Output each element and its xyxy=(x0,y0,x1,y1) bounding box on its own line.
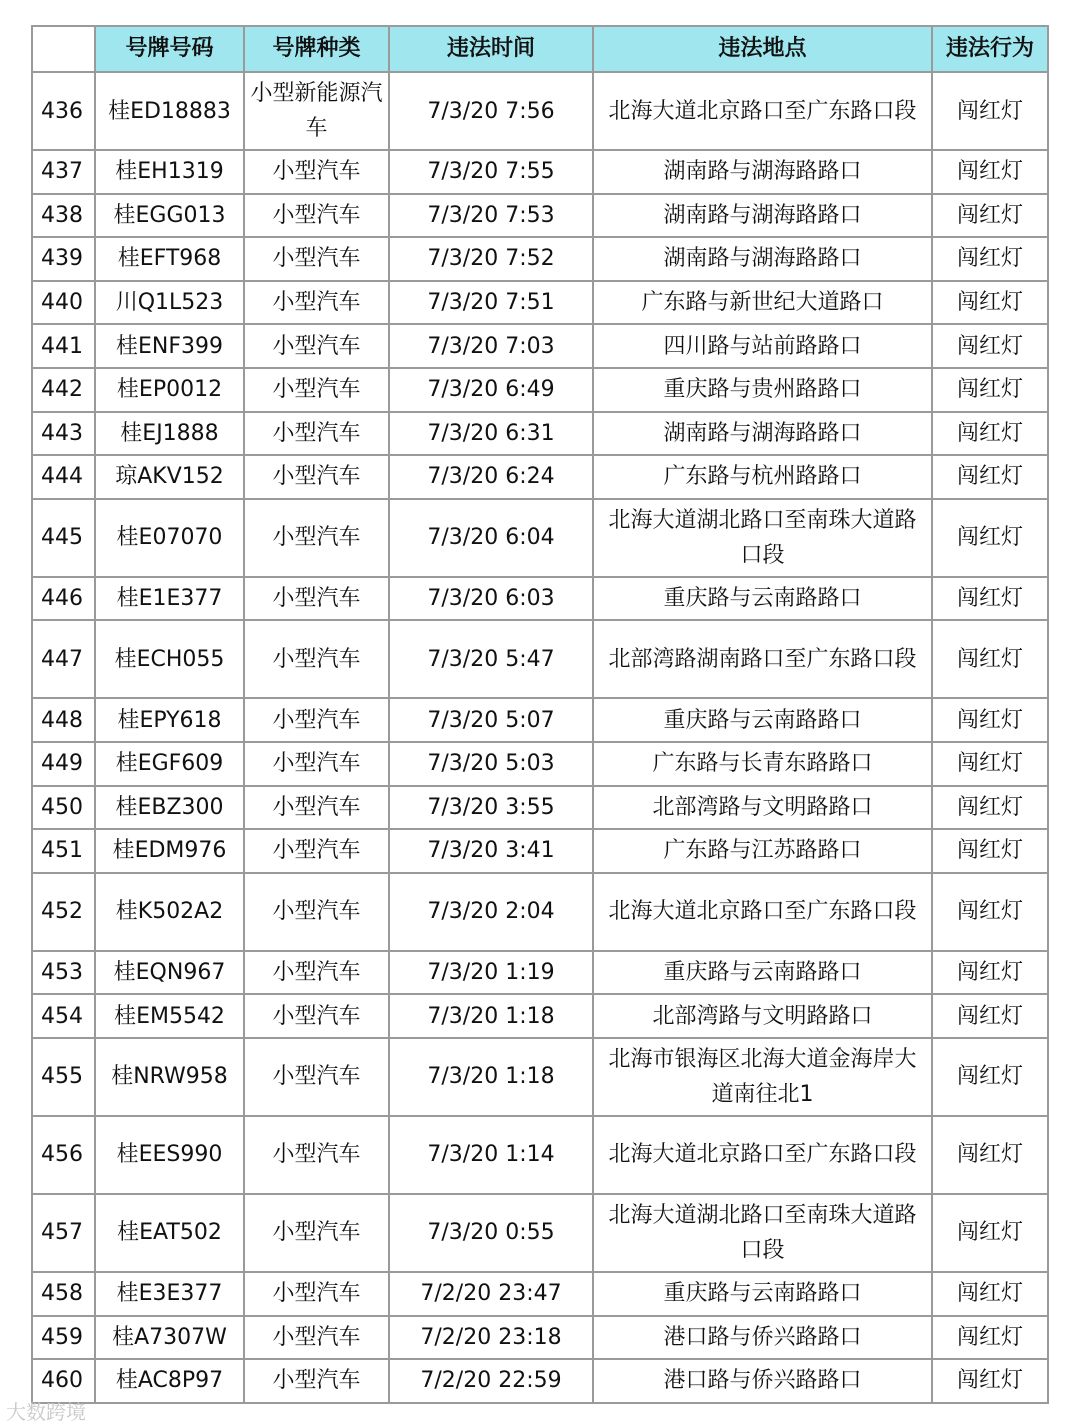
cell-violation-time: 7/2/20 23:47 xyxy=(389,1272,593,1316)
table-row xyxy=(32,1038,1048,1116)
table-row xyxy=(32,324,1048,368)
cell-violation-act: 闯红灯 xyxy=(932,1194,1048,1272)
cell-violation-location: 广东路与江苏路路口 xyxy=(593,829,932,873)
cell-violation-time: 7/3/20 2:04 xyxy=(389,873,593,951)
cell-plate-type: 小型汽车 xyxy=(244,1194,389,1272)
cell-violation-location: 北海大道北京路口至广东路口段 xyxy=(593,1116,932,1194)
cell-plate-number: 桂NRW958 xyxy=(95,1038,244,1116)
cell-index: 441 xyxy=(32,324,95,368)
cell-plate-type: 小型汽车 xyxy=(244,150,389,194)
cell-violation-act: 闯红灯 xyxy=(932,499,1048,577)
cell-violation-location: 重庆路与贵州路路口 xyxy=(593,368,932,412)
cell-violation-time: 7/3/20 5:07 xyxy=(389,698,593,742)
cell-index: 458 xyxy=(32,1272,95,1316)
cell-violation-act: 闯红灯 xyxy=(932,1316,1048,1360)
cell-index: 448 xyxy=(32,698,95,742)
cell-violation-act: 闯红灯 xyxy=(932,742,1048,786)
cell-violation-location: 四川路与站前路路口 xyxy=(593,324,932,368)
cell-index: 449 xyxy=(32,742,95,786)
cell-violation-time: 7/3/20 0:55 xyxy=(389,1194,593,1272)
cell-violation-location: 广东路与杭州路路口 xyxy=(593,455,932,499)
cell-plate-type: 小型汽车 xyxy=(244,1038,389,1116)
cell-violation-location: 重庆路与云南路路口 xyxy=(593,698,932,742)
cell-plate-number: 桂ED18883 xyxy=(95,72,244,150)
cell-plate-number: 桂EQN967 xyxy=(95,951,244,995)
table-row xyxy=(32,1316,1048,1360)
cell-plate-type: 小型汽车 xyxy=(244,742,389,786)
cell-plate-number: 桂E1E377 xyxy=(95,577,244,621)
cell-violation-location: 港口路与侨兴路路口 xyxy=(593,1359,932,1403)
cell-violation-time: 7/3/20 6:24 xyxy=(389,455,593,499)
cell-index: 436 xyxy=(32,72,95,150)
cell-plate-number: 桂EJ1888 xyxy=(95,412,244,456)
table-row xyxy=(32,786,1048,830)
cell-plate-number: 桂E3E377 xyxy=(95,1272,244,1316)
cell-violation-location: 湖南路与湖海路路口 xyxy=(593,412,932,456)
table-row xyxy=(32,829,1048,873)
cell-plate-type: 小型汽车 xyxy=(244,786,389,830)
cell-violation-time: 7/3/20 7:03 xyxy=(389,324,593,368)
table-row xyxy=(32,1359,1048,1403)
cell-plate-type: 小型汽车 xyxy=(244,455,389,499)
header-plate-number: 号牌号码 xyxy=(95,26,244,72)
cell-violation-act: 闯红灯 xyxy=(932,1038,1048,1116)
watermark: 大数跨境 xyxy=(6,1400,86,1424)
table-row xyxy=(32,994,1048,1038)
cell-plate-number: 桂EPY618 xyxy=(95,698,244,742)
cell-violation-location: 广东路与长青东路路口 xyxy=(593,742,932,786)
cell-violation-time: 7/3/20 7:51 xyxy=(389,281,593,325)
cell-plate-number: 川Q1L523 xyxy=(95,281,244,325)
cell-index: 455 xyxy=(32,1038,95,1116)
table-row xyxy=(32,1116,1048,1194)
cell-violation-location: 北海大道北京路口至广东路口段 xyxy=(593,873,932,951)
cell-violation-location: 湖南路与湖海路路口 xyxy=(593,150,932,194)
cell-plate-number: 桂ECH055 xyxy=(95,620,244,698)
cell-plate-type: 小型汽车 xyxy=(244,873,389,951)
cell-plate-number: 桂EGF609 xyxy=(95,742,244,786)
cell-violation-act: 闯红灯 xyxy=(932,620,1048,698)
cell-plate-number: 桂EDM976 xyxy=(95,829,244,873)
cell-plate-number: 桂A7307W xyxy=(95,1316,244,1360)
cell-violation-location: 北海大道北京路口至广东路口段 xyxy=(593,72,932,150)
header-index xyxy=(32,26,95,72)
cell-violation-act: 闯红灯 xyxy=(932,951,1048,995)
cell-plate-number: 桂AC8P97 xyxy=(95,1359,244,1403)
cell-violation-time: 7/3/20 3:41 xyxy=(389,829,593,873)
cell-plate-number: 桂EFT968 xyxy=(95,237,244,281)
cell-violation-location: 湖南路与湖海路路口 xyxy=(593,194,932,238)
cell-violation-act: 闯红灯 xyxy=(932,412,1048,456)
cell-plate-type: 小型汽车 xyxy=(244,1359,389,1403)
cell-violation-act: 闯红灯 xyxy=(932,324,1048,368)
table-row xyxy=(32,237,1048,281)
cell-violation-time: 7/3/20 3:55 xyxy=(389,786,593,830)
cell-plate-type: 小型汽车 xyxy=(244,1272,389,1316)
cell-violation-location: 北部湾路与文明路路口 xyxy=(593,994,932,1038)
cell-violation-time: 7/3/20 5:47 xyxy=(389,620,593,698)
cell-violation-location: 重庆路与云南路路口 xyxy=(593,1272,932,1316)
cell-violation-time: 7/3/20 6:31 xyxy=(389,412,593,456)
cell-plate-type: 小型新能源汽车 xyxy=(244,72,389,150)
cell-plate-number: 桂EP0012 xyxy=(95,368,244,412)
cell-plate-number: 桂EGG013 xyxy=(95,194,244,238)
header-row xyxy=(32,26,1048,72)
cell-violation-time: 7/3/20 1:18 xyxy=(389,1038,593,1116)
cell-index: 442 xyxy=(32,368,95,412)
cell-violation-act: 闯红灯 xyxy=(932,873,1048,951)
cell-index: 444 xyxy=(32,455,95,499)
cell-violation-act: 闯红灯 xyxy=(932,72,1048,150)
cell-plate-type: 小型汽车 xyxy=(244,951,389,995)
header-violation-location: 违法地点 xyxy=(593,26,932,72)
violations-table xyxy=(31,25,1049,1404)
cell-violation-location: 湖南路与湖海路路口 xyxy=(593,237,932,281)
table-row xyxy=(32,281,1048,325)
cell-index: 450 xyxy=(32,786,95,830)
cell-violation-act: 闯红灯 xyxy=(932,150,1048,194)
cell-plate-type: 小型汽车 xyxy=(244,281,389,325)
cell-violation-time: 7/2/20 22:59 xyxy=(389,1359,593,1403)
cell-index: 443 xyxy=(32,412,95,456)
table-row xyxy=(32,150,1048,194)
table-row xyxy=(32,194,1048,238)
cell-violation-time: 7/3/20 1:18 xyxy=(389,994,593,1038)
cell-index: 456 xyxy=(32,1116,95,1194)
cell-violation-act: 闯红灯 xyxy=(932,368,1048,412)
table-row xyxy=(32,1194,1048,1272)
cell-violation-act: 闯红灯 xyxy=(932,1116,1048,1194)
cell-plate-number: 桂EES990 xyxy=(95,1116,244,1194)
cell-plate-number: 琼AKV152 xyxy=(95,455,244,499)
cell-plate-type: 小型汽车 xyxy=(244,1116,389,1194)
table-row xyxy=(32,951,1048,995)
cell-index: 440 xyxy=(32,281,95,325)
table-row xyxy=(32,72,1048,150)
cell-violation-location: 北海大道湖北路口至南珠大道路口段 xyxy=(593,1194,932,1272)
cell-plate-type: 小型汽车 xyxy=(244,994,389,1038)
cell-plate-number: 桂ENF399 xyxy=(95,324,244,368)
cell-index: 437 xyxy=(32,150,95,194)
cell-violation-act: 闯红灯 xyxy=(932,1272,1048,1316)
cell-violation-time: 7/3/20 6:03 xyxy=(389,577,593,621)
cell-violation-time: 7/3/20 7:55 xyxy=(389,150,593,194)
cell-plate-type: 小型汽车 xyxy=(244,324,389,368)
cell-violation-location: 北部湾路与文明路路口 xyxy=(593,786,932,830)
cell-violation-location: 北部湾路湖南路口至广东路口段 xyxy=(593,620,932,698)
cell-index: 438 xyxy=(32,194,95,238)
cell-plate-type: 小型汽车 xyxy=(244,368,389,412)
cell-violation-act: 闯红灯 xyxy=(932,455,1048,499)
cell-plate-type: 小型汽车 xyxy=(244,194,389,238)
cell-violation-time: 7/3/20 7:56 xyxy=(389,72,593,150)
cell-violation-time: 7/3/20 6:04 xyxy=(389,499,593,577)
cell-plate-number: 桂EBZ300 xyxy=(95,786,244,830)
cell-violation-time: 7/3/20 5:03 xyxy=(389,742,593,786)
table-row xyxy=(32,412,1048,456)
cell-index: 457 xyxy=(32,1194,95,1272)
header-violation-act: 违法行为 xyxy=(932,26,1048,72)
cell-plate-type: 小型汽车 xyxy=(244,412,389,456)
cell-violation-act: 闯红灯 xyxy=(932,281,1048,325)
cell-violation-act: 闯红灯 xyxy=(932,194,1048,238)
header-plate-type: 号牌种类 xyxy=(244,26,389,72)
cell-plate-number: 桂E07070 xyxy=(95,499,244,577)
cell-violation-time: 7/3/20 7:53 xyxy=(389,194,593,238)
cell-violation-location: 港口路与侨兴路路口 xyxy=(593,1316,932,1360)
cell-index: 454 xyxy=(32,994,95,1038)
cell-plate-type: 小型汽车 xyxy=(244,237,389,281)
cell-plate-type: 小型汽车 xyxy=(244,499,389,577)
cell-index: 459 xyxy=(32,1316,95,1360)
cell-plate-number: 桂EAT502 xyxy=(95,1194,244,1272)
cell-index: 446 xyxy=(32,577,95,621)
cell-plate-number: 桂K502A2 xyxy=(95,873,244,951)
cell-violation-act: 闯红灯 xyxy=(932,786,1048,830)
cell-violation-act: 闯红灯 xyxy=(932,698,1048,742)
table-row xyxy=(32,455,1048,499)
cell-violation-act: 闯红灯 xyxy=(932,1359,1048,1403)
cell-index: 452 xyxy=(32,873,95,951)
header-violation-time: 违法时间 xyxy=(389,26,593,72)
cell-violation-location: 北海市银海区北海大道金海岸大道南往北1 xyxy=(593,1038,932,1116)
cell-plate-type: 小型汽车 xyxy=(244,620,389,698)
table-row xyxy=(32,499,1048,577)
cell-plate-number: 桂EM5542 xyxy=(95,994,244,1038)
cell-violation-act: 闯红灯 xyxy=(932,237,1048,281)
cell-index: 439 xyxy=(32,237,95,281)
cell-violation-location: 广东路与新世纪大道路口 xyxy=(593,281,932,325)
cell-violation-act: 闯红灯 xyxy=(932,829,1048,873)
cell-index: 453 xyxy=(32,951,95,995)
table-row xyxy=(32,873,1048,951)
cell-violation-time: 7/3/20 1:14 xyxy=(389,1116,593,1194)
table-row xyxy=(32,577,1048,621)
cell-plate-type: 小型汽车 xyxy=(244,698,389,742)
cell-violation-location: 北海大道湖北路口至南珠大道路口段 xyxy=(593,499,932,577)
cell-index: 445 xyxy=(32,499,95,577)
cell-plate-type: 小型汽车 xyxy=(244,1316,389,1360)
cell-violation-time: 7/3/20 1:19 xyxy=(389,951,593,995)
cell-plate-type: 小型汽车 xyxy=(244,577,389,621)
cell-violation-act: 闯红灯 xyxy=(932,577,1048,621)
cell-violation-act: 闯红灯 xyxy=(932,994,1048,1038)
cell-violation-time: 7/3/20 6:49 xyxy=(389,368,593,412)
cell-violation-location: 重庆路与云南路路口 xyxy=(593,951,932,995)
cell-index: 451 xyxy=(32,829,95,873)
table-row xyxy=(32,742,1048,786)
cell-violation-time: 7/2/20 23:18 xyxy=(389,1316,593,1360)
cell-violation-time: 7/3/20 7:52 xyxy=(389,237,593,281)
table-row xyxy=(32,1272,1048,1316)
cell-index: 460 xyxy=(32,1359,95,1403)
cell-plate-number: 桂EH1319 xyxy=(95,150,244,194)
cell-plate-type: 小型汽车 xyxy=(244,829,389,873)
cell-violation-location: 重庆路与云南路路口 xyxy=(593,577,932,621)
cell-index: 447 xyxy=(32,620,95,698)
table-row xyxy=(32,698,1048,742)
table-row xyxy=(32,620,1048,698)
table-row xyxy=(32,368,1048,412)
